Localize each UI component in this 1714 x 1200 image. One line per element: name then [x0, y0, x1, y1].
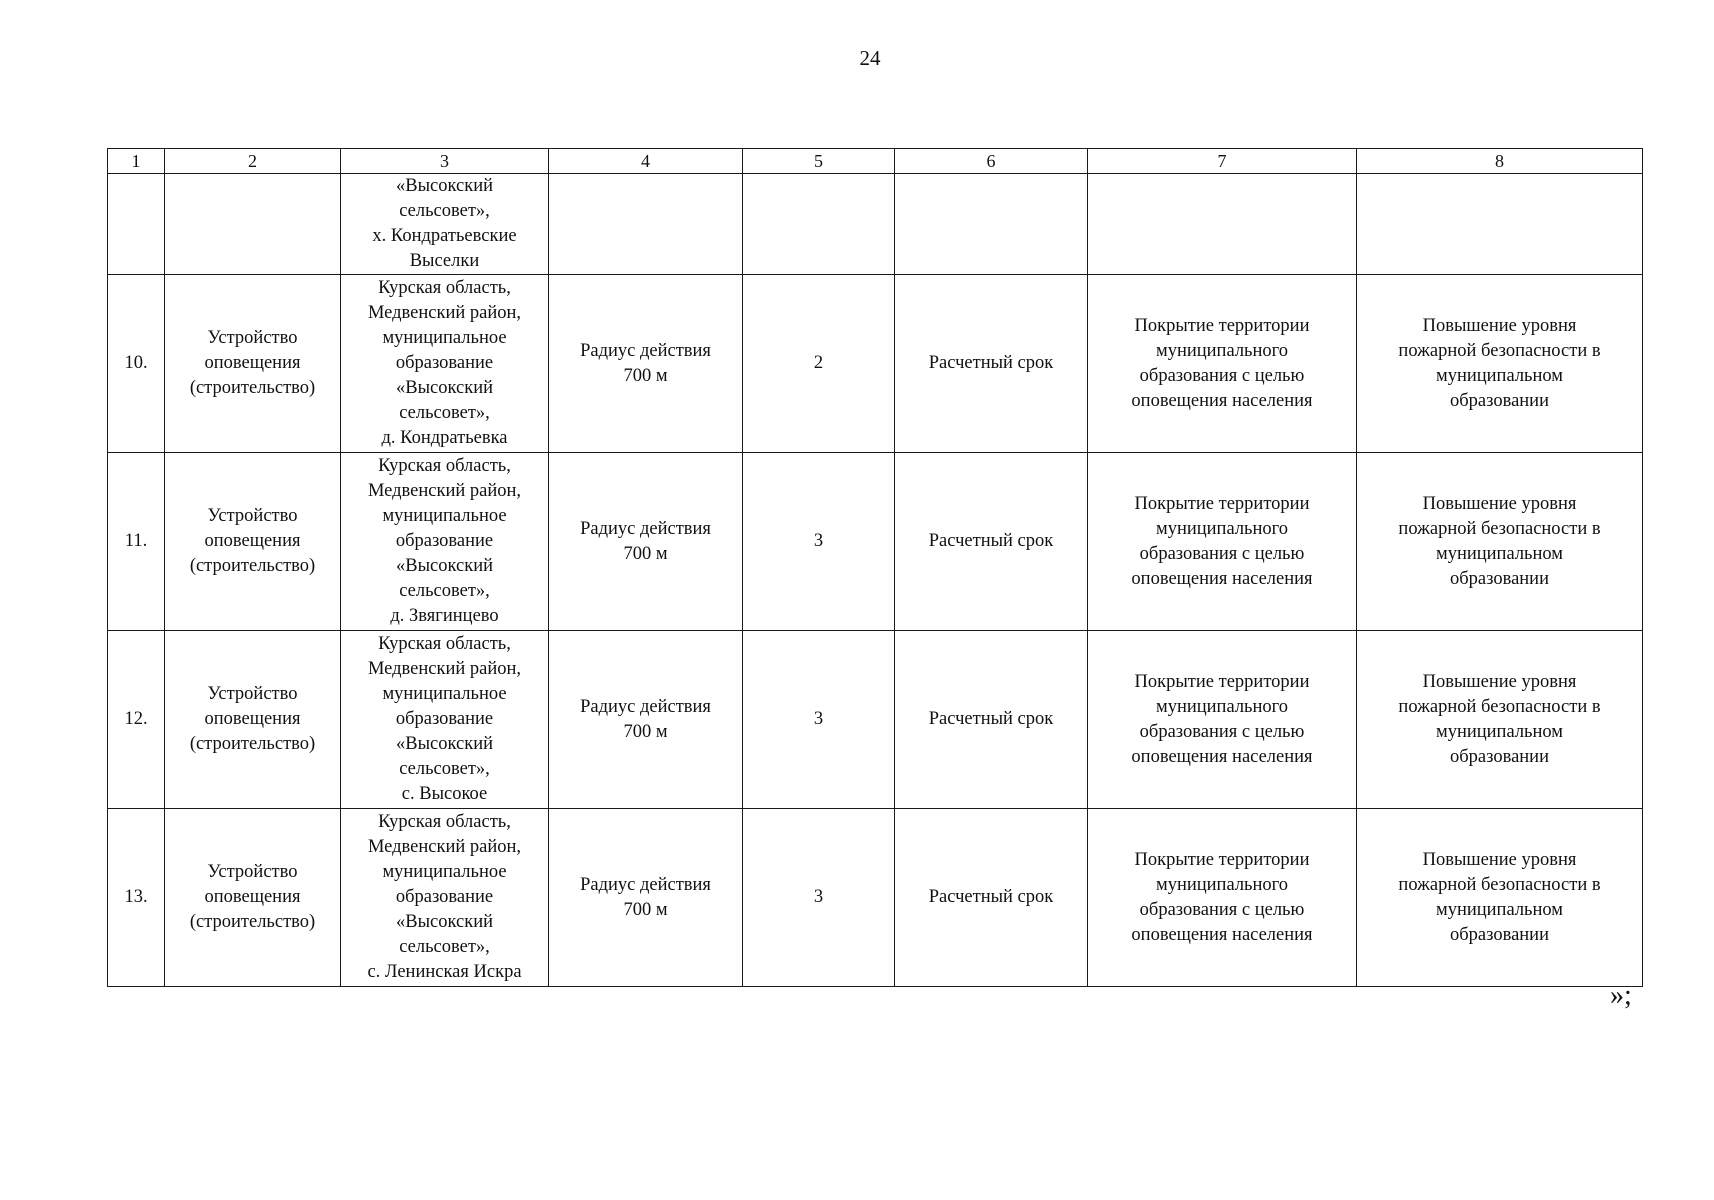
table-cell [1088, 174, 1357, 275]
count-text: 3 [813, 709, 824, 729]
row-number-cell [108, 631, 165, 809]
column-number: 1 [108, 149, 165, 174]
term-text: Расчетный срок [928, 353, 1054, 373]
measure-name: Устройство оповещения (строительство) [189, 684, 316, 754]
name-cell [165, 809, 341, 987]
count-cell [743, 809, 895, 987]
row-number-cell [108, 453, 165, 631]
table-row [108, 631, 1643, 809]
term-cell [895, 275, 1088, 453]
location-text: Курская область, Медвенский район, муниципальное образование «Высокский сельсовет», д. Кондратьевка [367, 278, 522, 448]
parameter-cell [549, 453, 743, 631]
column-number: 7 [1088, 149, 1357, 174]
goal-cell [1088, 275, 1357, 453]
location-cell [341, 174, 549, 275]
closing-quote-mark: »; [1610, 980, 1632, 1011]
count-cell [743, 275, 895, 453]
count-text: 3 [813, 531, 824, 551]
count-text: 2 [813, 353, 824, 373]
location-cell [341, 809, 549, 987]
name-cell [165, 453, 341, 631]
table-cell [108, 174, 165, 275]
goal-text: Покрытие территории муниципального образования с целью оповещения населения [1131, 671, 1313, 767]
term-text: Расчетный срок [928, 709, 1054, 729]
column-number: 5 [743, 149, 895, 174]
term-text: Расчетный срок [928, 531, 1054, 551]
measure-name: Устройство оповещения (строительство) [189, 506, 316, 576]
effect-text: Повышение уровня пожарной безопасности в муниципальном образовании [1398, 315, 1601, 411]
table-row [108, 809, 1643, 987]
goal-cell [1088, 453, 1357, 631]
table-cell [549, 174, 743, 275]
term-cell [895, 453, 1088, 631]
effect-text: Повышение уровня пожарной безопасности в муниципальном образовании [1398, 671, 1601, 767]
location-text: «Высокский сельсовет», х. Кондратьевские Выселки [372, 176, 517, 271]
effect-cell [1357, 275, 1643, 453]
goal-text: Покрытие территории муниципального образования с целью оповещения населения [1131, 315, 1313, 411]
row-number-cell [108, 275, 165, 453]
measure-name: Устройство оповещения (строительство) [189, 328, 316, 398]
parameter-text: Радиус действия 700 м [580, 518, 711, 564]
measures-table [107, 148, 1643, 987]
table-row [108, 453, 1643, 631]
location-cell [341, 453, 549, 631]
goal-text: Покрытие территории муниципального образования с целью оповещения населения [1131, 849, 1313, 945]
parameter-cell [549, 631, 743, 809]
goal-cell [1088, 809, 1357, 987]
column-number: 8 [1357, 149, 1643, 174]
effect-cell [1357, 809, 1643, 987]
table-cell [743, 174, 895, 275]
count-cell [743, 631, 895, 809]
goal-cell [1088, 631, 1357, 809]
row-number: 11. [124, 531, 148, 551]
name-cell [165, 275, 341, 453]
measure-name: Устройство оповещения (строительство) [189, 862, 316, 932]
name-cell [165, 631, 341, 809]
term-text: Расчетный срок [928, 887, 1054, 907]
column-number: 3 [341, 149, 549, 174]
parameter-cell [549, 275, 743, 453]
row-number: 10. [124, 353, 148, 373]
table-row [108, 275, 1643, 453]
location-text: Курская область, Медвенский район, муниципальное образование «Высокский сельсовет», с. Высокое [367, 634, 522, 804]
table-cell [1357, 174, 1643, 275]
parameter-text: Радиус действия 700 м [580, 874, 711, 920]
count-text: 3 [813, 887, 824, 907]
effect-text: Повышение уровня пожарной безопасности в муниципальном образовании [1398, 849, 1601, 945]
row-number: 12. [124, 709, 148, 729]
parameter-text: Радиус действия 700 м [580, 696, 711, 742]
table-cell [895, 174, 1088, 275]
effect-cell [1357, 631, 1643, 809]
row-number: 13. [124, 887, 148, 907]
column-number-row [108, 149, 1643, 174]
continuation-row [108, 174, 1643, 275]
table-cell [165, 174, 341, 275]
goal-text: Покрытие территории муниципального образования с целью оповещения населения [1131, 493, 1313, 589]
column-number: 2 [165, 149, 341, 174]
column-number: 6 [895, 149, 1088, 174]
term-cell [895, 809, 1088, 987]
count-cell [743, 453, 895, 631]
location-text: Курская область, Медвенский район, муниципальное образование «Высокский сельсовет», д. Звягинцево [367, 456, 522, 626]
location-cell [341, 275, 549, 453]
parameter-text: Радиус действия 700 м [580, 340, 711, 386]
page-number: 24 [859, 46, 881, 70]
row-number-cell [108, 809, 165, 987]
effect-cell [1357, 453, 1643, 631]
column-number: 4 [549, 149, 743, 174]
effect-text: Повышение уровня пожарной безопасности в муниципальном образовании [1398, 493, 1601, 589]
parameter-cell [549, 809, 743, 987]
term-cell [895, 631, 1088, 809]
location-cell [341, 631, 549, 809]
location-text: Курская область, Медвенский район, муниципальное образование «Высокский сельсовет», с. Ленинская Искра [367, 812, 522, 982]
